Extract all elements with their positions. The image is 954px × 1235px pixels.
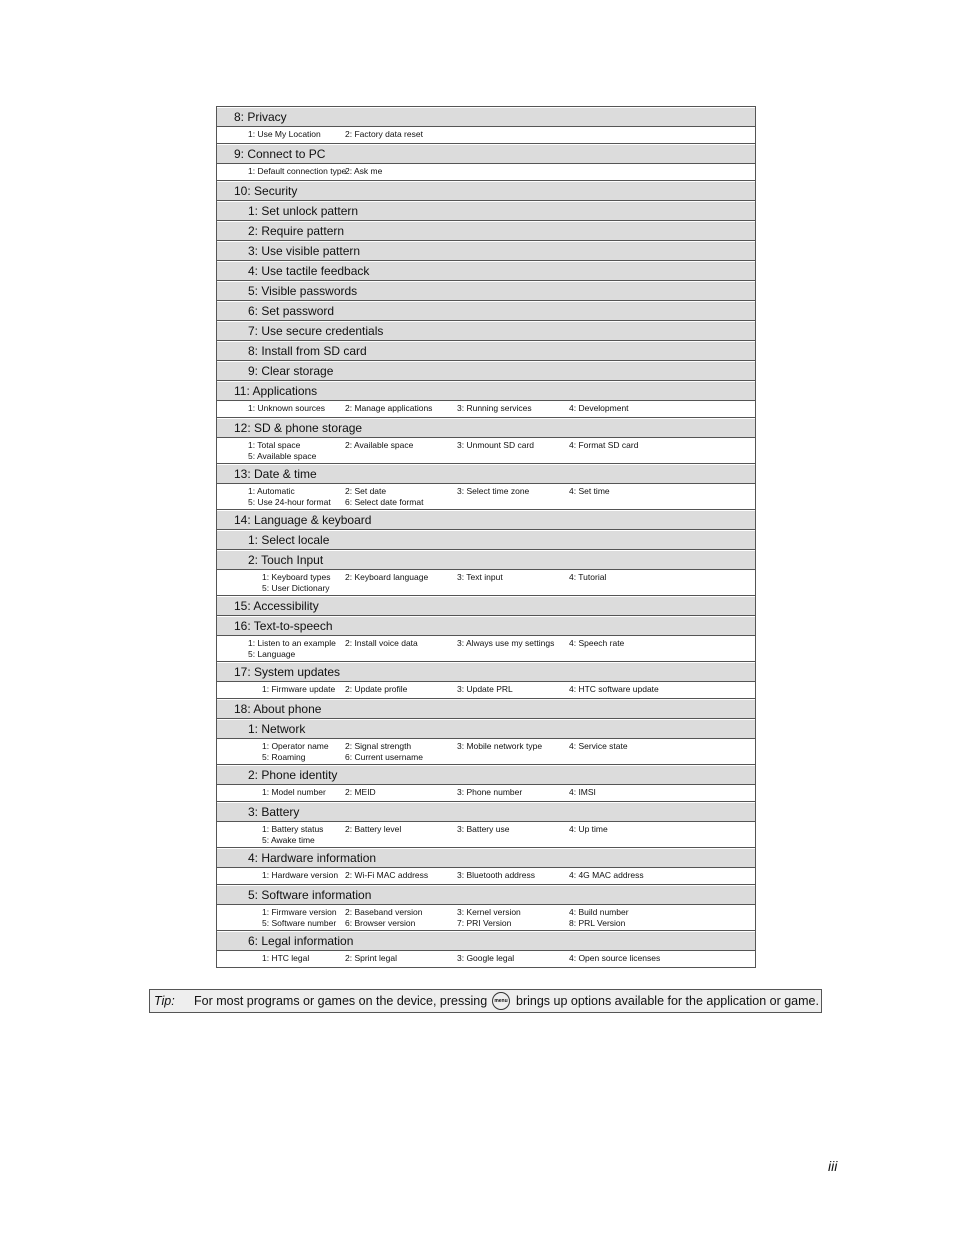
menu-options-row [217,905,755,931]
menu-option [569,497,719,508]
menu-option [457,583,569,594]
menu-options-line [262,835,755,846]
menu-option: 2: MEID [345,787,376,797]
menu-option: 3: Google legal [457,953,515,963]
menu-subsection-heading: 6: Legal information [217,931,755,951]
menu-options-line [262,583,755,594]
menu-option [457,451,569,462]
menu-section-heading: 9: Connect to PC [217,144,755,164]
menu-option: 4: Up time [569,824,608,834]
menu-subsection-heading: 7: Use secure credentials [217,321,755,341]
menu-subsection-heading: 3: Battery [217,802,755,822]
menu-option: 1: Total space [248,440,301,450]
menu-option [569,583,719,594]
menu-options-row [217,636,755,662]
menu-option: 4: Service state [569,741,628,751]
menu-options-line [248,649,755,660]
page-number: iii [828,1158,838,1174]
menu-option: 4: Format SD card [569,440,639,450]
tip-box [149,989,822,1013]
menu-option [569,752,719,763]
menu-option: 1: Keyboard types [262,572,331,582]
menu-option: 2: Factory data reset [345,129,423,139]
menu-option: 5: Language [248,649,296,659]
menu-options-row [217,164,755,181]
menu-options-row [217,484,755,510]
menu-subsection-heading: 8: Install from SD card [217,341,755,361]
menu-options-line [248,638,755,649]
menu-options-line [248,129,755,140]
menu-option: 2: Wi-Fi MAC address [345,870,429,880]
menu-option: 3: Select time zone [457,486,530,496]
menu-option: 2: Install voice data [345,638,418,648]
menu-option: 2: Set date [345,486,387,496]
menu-subsection-heading: 9: Clear storage [217,361,755,381]
menu-option: 5: Use 24-hour format [248,497,331,507]
menu-option: 2: Update profile [345,684,408,694]
menu-options-line [262,870,755,881]
tip-label: Tip: [154,994,175,1008]
menu-option: 1: Firmware version [262,907,337,917]
menu-options-line [262,918,755,929]
menu-subsection-heading: 4: Hardware information [217,848,755,868]
menu-options-line [262,572,755,583]
menu-option: 7: PRI Version [457,918,512,928]
menu-option: 4: 4G MAC address [569,870,644,880]
menu-option [345,649,457,660]
menu-option: 6: Select date format [345,497,424,507]
menu-section-heading: 16: Text-to-speech [217,616,755,636]
menu-options-line [262,741,755,752]
menu-option: 1: Automatic [248,486,295,496]
menu-options-line [248,497,755,508]
menu-options-row [217,868,755,885]
menu-option [569,649,719,660]
settings-menu-table [216,106,756,968]
menu-option: 2: Ask me [345,166,383,176]
menu-options-row [217,785,755,802]
menu-option: 3: Mobile network type [457,741,543,751]
menu-subsection-heading: 5: Visible passwords [217,281,755,301]
menu-option: 3: Running services [457,403,532,413]
menu-option: 4: IMSI [569,787,596,797]
menu-option: 1: Listen to an example [248,638,336,648]
menu-subsection-heading: 1: Set unlock pattern [217,201,755,221]
menu-subsection-heading: 2: Require pattern [217,221,755,241]
menu-option: 1: Model number [262,787,326,797]
menu-subsection-heading: 4: Use tactile feedback [217,261,755,281]
menu-options-row [217,739,755,765]
menu-options-row [217,682,755,699]
menu-options-row [217,951,755,968]
menu-option: 1: HTC legal [262,953,310,963]
menu-option: 1: Unknown sources [248,403,326,413]
menu-option: 2: Sprint legal [345,953,397,963]
menu-option [457,752,569,763]
menu-section-heading: 14: Language & keyboard [217,510,755,530]
menu-option: 6: Current username [345,752,423,762]
menu-option: 2: Signal strength [345,741,412,751]
menu-options-line [248,486,755,497]
menu-section-heading: 13: Date & time [217,464,755,484]
menu-section-heading: 17: System updates [217,662,755,682]
menu-option: 4: Speech rate [569,638,625,648]
menu-option: 3: Unmount SD card [457,440,535,450]
menu-options-line [262,684,755,695]
menu-option: 1: Firmware update [262,684,336,694]
menu-option: 3: Phone number [457,787,523,797]
menu-subsection-heading: 3: Use visible pattern [217,241,755,261]
menu-option [569,451,719,462]
menu-subsection-heading: 2: Touch Input [217,550,755,570]
menu-options-line [248,166,755,177]
menu-options-line [262,907,755,918]
menu-option [457,166,569,177]
menu-subsection-heading: 6: Set password [217,301,755,321]
menu-option: 8: PRL Version [569,918,626,928]
menu-option: 5: Awake time [262,835,315,845]
menu-section-heading: 12: SD & phone storage [217,418,755,438]
menu-option: 2: Baseband version [345,907,423,917]
menu-option: 2: Battery level [345,824,402,834]
menu-option: 3: Always use my settings [457,638,555,648]
menu-option: 5: Available space [248,451,317,461]
menu-section-heading: 8: Privacy [217,107,755,127]
menu-options-row [217,438,755,464]
menu-section-heading: 18: About phone [217,699,755,719]
menu-option: 4: Tutorial [569,572,607,582]
menu-options-row [217,822,755,848]
menu-option [457,835,569,846]
menu-options-line [248,451,755,462]
menu-subsection-heading: 5: Software information [217,885,755,905]
menu-option: 4: Set time [569,486,610,496]
menu-subsection-heading: 1: Select locale [217,530,755,550]
menu-section-heading: 15: Accessibility [217,596,755,616]
menu-options-line [262,824,755,835]
menu-option: 3: Text input [457,572,503,582]
menu-option: 3: Update PRL [457,684,513,694]
menu-option: 4: Development [569,403,629,413]
menu-option: 1: Operator name [262,741,329,751]
menu-option: 2: Manage applications [345,403,433,413]
menu-option: 3: Battery use [457,824,510,834]
menu-option [345,583,457,594]
menu-option: 5: Roaming [262,752,306,762]
menu-option [457,129,569,140]
menu-key-icon: menu [492,992,510,1010]
menu-option: 1: Hardware version [262,870,339,880]
menu-option: 2: Keyboard language [345,572,429,582]
menu-option [457,497,569,508]
menu-options-line [262,787,755,798]
menu-options-line [248,403,755,414]
menu-options-row [217,127,755,144]
menu-option: 3: Bluetooth address [457,870,535,880]
menu-option: 6: Browser version [345,918,416,928]
menu-option [569,166,719,177]
menu-options-line [262,953,755,964]
menu-options-row [217,401,755,418]
menu-options-line [262,752,755,763]
menu-section-heading: 10: Security [217,181,755,201]
menu-option: 4: Open source licenses [569,953,661,963]
menu-option [569,835,719,846]
menu-option [345,835,457,846]
menu-subsection-heading: 1: Network [217,719,755,739]
menu-subsection-heading: 2: Phone identity [217,765,755,785]
menu-option: 4: Build number [569,907,629,917]
tip-text-before: For most programs or games on the device, pressing [194,994,488,1008]
menu-options-row [217,570,755,596]
menu-option: 5: Software number [262,918,337,928]
menu-option: 1: Use My Location [248,129,321,139]
menu-option: 1: Battery status [262,824,324,834]
menu-option: 3: Kernel version [457,907,521,917]
menu-option: 5: User Dictionary [262,583,330,593]
menu-option: 1: Default connection type [248,166,347,176]
menu-option: 4: HTC software update [569,684,659,694]
menu-option: 2: Available space [345,440,414,450]
tip-text-after: brings up options available for the application or game. [516,994,819,1008]
menu-section-heading: 11: Applications [217,381,755,401]
menu-option [457,649,569,660]
menu-option [569,129,719,140]
menu-option [345,451,457,462]
menu-options-line [248,440,755,451]
